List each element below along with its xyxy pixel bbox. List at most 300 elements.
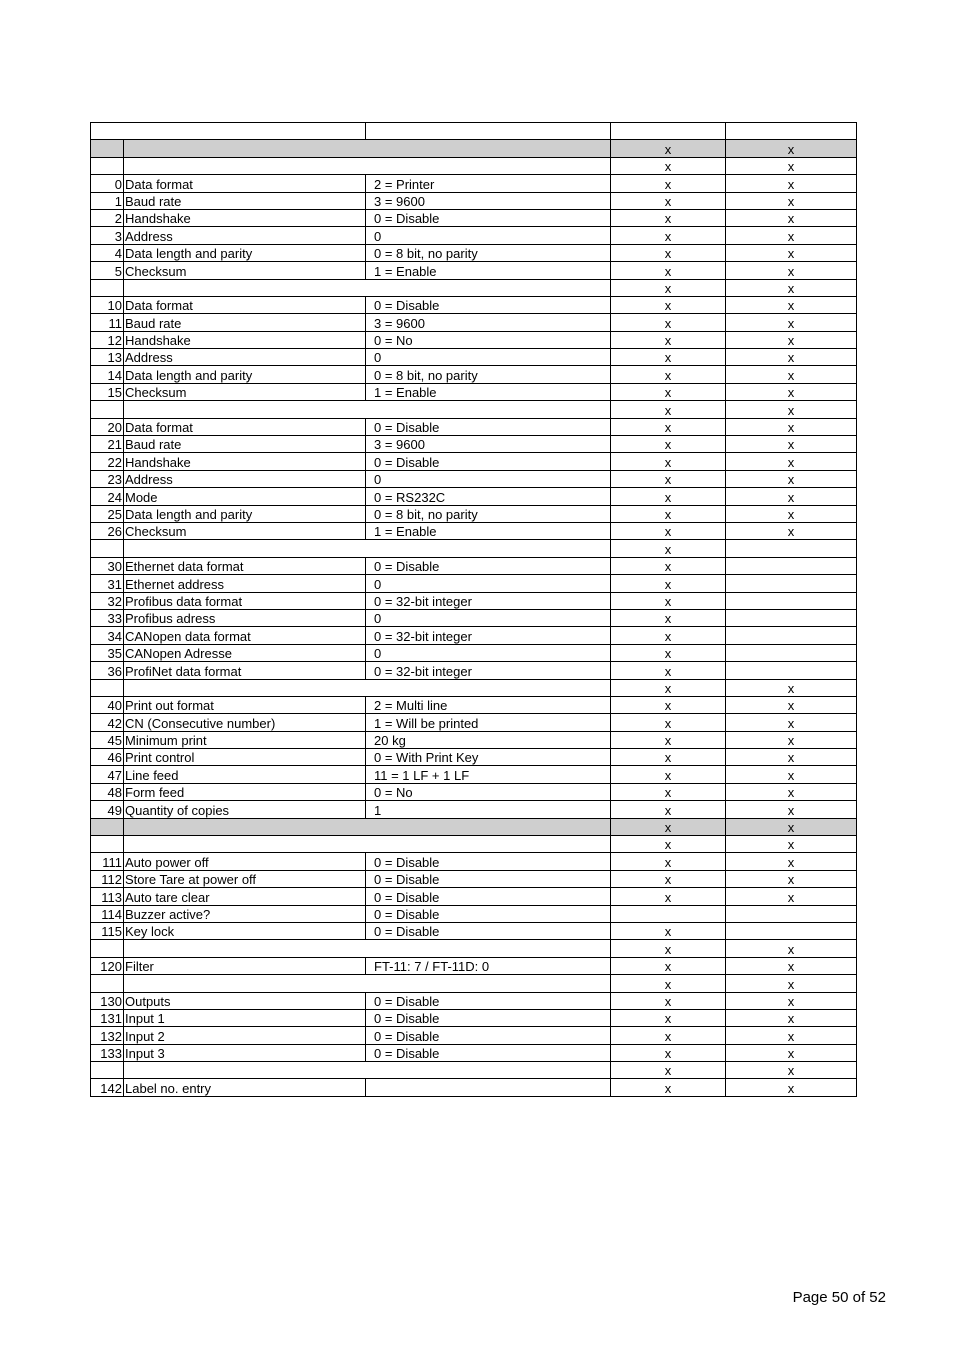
mark-cell-b: x (726, 783, 857, 800)
parameter-value: 3 = 9600 (366, 436, 611, 453)
mark-cell-a: x (611, 575, 726, 592)
mark-cell-a: x (611, 522, 726, 539)
mark-cell-b: x (726, 1044, 857, 1061)
mark-cell-b: x (726, 470, 857, 487)
mark-cell-b: x (726, 279, 857, 296)
group-title (124, 157, 611, 174)
group-row (91, 836, 857, 853)
settings-table (90, 122, 857, 1097)
mark-cell-a: x (611, 175, 726, 192)
group-row (91, 1062, 857, 1079)
parameter-name: Data format (124, 418, 366, 435)
parameter-number: 132 (91, 1027, 124, 1044)
parameter-number: 1 (91, 192, 124, 209)
mark-cell-a: x (611, 992, 726, 1009)
mark-cell-b (726, 644, 857, 661)
parameter-value: FT-11: 7 / FT-11D: 0 (366, 957, 611, 974)
mark-cell-a: x (611, 696, 726, 713)
mark-cell-a: x (611, 836, 726, 853)
mark-cell-a: x (611, 453, 726, 470)
group-row (91, 401, 857, 418)
mark-cell-b (726, 540, 857, 557)
mark-cell-a: x (611, 262, 726, 279)
parameter-number: 131 (91, 1009, 124, 1026)
parameter-name: Input 2 (124, 1027, 366, 1044)
parameter-name: Address (124, 227, 366, 244)
table-row (91, 349, 857, 366)
parameter-number: 46 (91, 749, 124, 766)
mark-cell-b: x (726, 870, 857, 887)
parameter-name: Checksum (124, 522, 366, 539)
parameter-number: 40 (91, 696, 124, 713)
parameter-name: Checksum (124, 262, 366, 279)
group-row (91, 279, 857, 296)
parameter-number: 26 (91, 522, 124, 539)
parameter-value: 0 = Disable (366, 557, 611, 574)
parameter-number: 42 (91, 714, 124, 731)
mark-cell-b (726, 575, 857, 592)
row-number (91, 975, 124, 992)
mark-cell-b: x (726, 244, 857, 261)
table-row (91, 522, 857, 539)
table-row (91, 192, 857, 209)
mark-cell-a: x (611, 940, 726, 957)
parameter-number: 20 (91, 418, 124, 435)
table-row (91, 175, 857, 192)
table-row (91, 1079, 857, 1096)
table-row (91, 575, 857, 592)
parameter-number: 15 (91, 383, 124, 400)
parameter-number: 21 (91, 436, 124, 453)
parameter-number: 11 (91, 314, 124, 331)
parameter-name: Data length and parity (124, 366, 366, 383)
table-row (91, 627, 857, 644)
mark-cell-a: x (611, 853, 726, 870)
table-row (91, 905, 857, 922)
mark-cell-a: x (611, 766, 726, 783)
parameter-name: Print control (124, 749, 366, 766)
parameter-value: 0 = 8 bit, no parity (366, 366, 611, 383)
mark-cell-b: x (726, 853, 857, 870)
parameter-value: 20 kg (366, 731, 611, 748)
parameter-value: 0 = Disable (366, 905, 611, 922)
mark-cell-b: x (726, 157, 857, 174)
parameter-value: 0 = Disable (366, 209, 611, 226)
mark-cell-a: x (611, 783, 726, 800)
mark-cell-b: x (726, 818, 857, 835)
parameter-value: 0 = Disable (366, 888, 611, 905)
mark-cell-a: x (611, 383, 726, 400)
mark-cell-b (726, 609, 857, 626)
parameter-value: 1 = Enable (366, 522, 611, 539)
mark-cell-a: x (611, 801, 726, 818)
parameter-name: Filter (124, 957, 366, 974)
parameter-number: 47 (91, 766, 124, 783)
mark-cell-a: x (611, 592, 726, 609)
parameter-value: 1 = Will be printed (366, 714, 611, 731)
table-row (91, 766, 857, 783)
mark-cell-a: x (611, 1009, 726, 1026)
parameter-value: 2 = Printer (366, 175, 611, 192)
parameter-value: 0 = Disable (366, 418, 611, 435)
section-row (91, 140, 857, 157)
parameter-value: 0 (366, 470, 611, 487)
parameter-name: Mode (124, 488, 366, 505)
parameter-name: CANopen Adresse (124, 644, 366, 661)
parameter-number: 23 (91, 470, 124, 487)
table-row (91, 714, 857, 731)
mark-cell-a: x (611, 888, 726, 905)
mark-cell-b: x (726, 696, 857, 713)
table-row (91, 418, 857, 435)
mark-cell-b: x (726, 957, 857, 974)
mark-cell-a: x (611, 1027, 726, 1044)
parameter-number: 5 (91, 262, 124, 279)
group-title (124, 540, 611, 557)
group-title (124, 140, 611, 157)
parameter-value: 0 = Disable (366, 1027, 611, 1044)
parameter-value: 0 = No (366, 331, 611, 348)
mark-cell-a: x (611, 731, 726, 748)
parameter-name: Line feed (124, 766, 366, 783)
parameter-number: 10 (91, 296, 124, 313)
table-row (91, 731, 857, 748)
row-number (91, 540, 124, 557)
row-number (91, 818, 124, 835)
parameter-value: 0 = Disable (366, 992, 611, 1009)
mark-cell-b: x (726, 436, 857, 453)
parameter-value: 2 = Multi line (366, 696, 611, 713)
table-row (91, 870, 857, 887)
parameter-number: 133 (91, 1044, 124, 1061)
mark-cell-b (726, 557, 857, 574)
mark-cell-b: x (726, 1079, 857, 1096)
table-row (91, 749, 857, 766)
parameter-name: Form feed (124, 783, 366, 800)
parameter-number: 35 (91, 644, 124, 661)
mark-cell-a: x (611, 401, 726, 418)
group-title (124, 401, 611, 418)
parameter-value: 0 (366, 349, 611, 366)
parameter-name: Address (124, 349, 366, 366)
mark-cell-a: x (611, 749, 726, 766)
parameter-value: 0 = With Print Key (366, 749, 611, 766)
group-row (91, 679, 857, 696)
group-row (91, 540, 857, 557)
parameter-number: 49 (91, 801, 124, 818)
table-row (91, 436, 857, 453)
parameter-number: 114 (91, 905, 124, 922)
group-title (124, 818, 611, 835)
parameter-value: 0 = Disable (366, 453, 611, 470)
parameter-number: 24 (91, 488, 124, 505)
row-number (91, 279, 124, 296)
parameter-value: 1 = Enable (366, 383, 611, 400)
table-row (91, 453, 857, 470)
mark-cell-b: x (726, 975, 857, 992)
table-row (91, 244, 857, 261)
mark-cell-b: x (726, 766, 857, 783)
parameter-number: 0 (91, 175, 124, 192)
parameter-name: Handshake (124, 453, 366, 470)
table-row (91, 505, 857, 522)
parameter-name: Ethernet data format (124, 557, 366, 574)
row-number (91, 140, 124, 157)
table-row (91, 488, 857, 505)
parameter-number: 30 (91, 557, 124, 574)
mark-cell-b (726, 592, 857, 609)
parameter-value: 0 = 8 bit, no parity (366, 244, 611, 261)
mark-cell-a: x (611, 662, 726, 679)
mark-cell-a: x (611, 679, 726, 696)
table-row (91, 331, 857, 348)
parameter-name: Ethernet address (124, 575, 366, 592)
mark-cell-b: x (726, 488, 857, 505)
parameter-number: 33 (91, 609, 124, 626)
header-cell-value (366, 123, 611, 140)
table-row (91, 314, 857, 331)
mark-cell-b: x (726, 1009, 857, 1026)
parameter-name: Profibus adress (124, 609, 366, 626)
mark-cell-a: x (611, 418, 726, 435)
table-row (91, 557, 857, 574)
group-row (91, 940, 857, 957)
parameter-value: 0 = 32-bit integer (366, 627, 611, 644)
parameter-value: 3 = 9600 (366, 314, 611, 331)
page-number: Page 50 of 52 (792, 1289, 886, 1306)
parameter-number: 13 (91, 349, 124, 366)
parameter-number: 34 (91, 627, 124, 644)
parameter-name: Baud rate (124, 314, 366, 331)
mark-cell-b: x (726, 192, 857, 209)
mark-cell-a: x (611, 975, 726, 992)
table-row (91, 227, 857, 244)
table-row (91, 662, 857, 679)
mark-cell-b: x (726, 227, 857, 244)
parameter-number: 22 (91, 453, 124, 470)
parameter-value: 0 = Disable (366, 1044, 611, 1061)
mark-cell-b: x (726, 992, 857, 1009)
table-row (91, 644, 857, 661)
mark-cell-a: x (611, 470, 726, 487)
mark-cell-a: x (611, 192, 726, 209)
parameter-value: 0 = 8 bit, no parity (366, 505, 611, 522)
mark-cell-b: x (726, 836, 857, 853)
parameter-value: 0 (366, 609, 611, 626)
mark-cell-b: x (726, 140, 857, 157)
table-row (91, 922, 857, 939)
table-row (91, 470, 857, 487)
parameter-name: Key lock (124, 922, 366, 939)
parameter-name: Print out format (124, 696, 366, 713)
parameter-name: Label no. entry (124, 1079, 366, 1096)
mark-cell-b: x (726, 383, 857, 400)
group-title (124, 940, 611, 957)
mark-cell-a: x (611, 714, 726, 731)
mark-cell-a: x (611, 209, 726, 226)
mark-cell-a: x (611, 609, 726, 626)
mark-cell-b: x (726, 209, 857, 226)
mark-cell-b: x (726, 505, 857, 522)
parameter-number: 2 (91, 209, 124, 226)
parameter-number: 36 (91, 662, 124, 679)
mark-cell-a: x (611, 870, 726, 887)
mark-cell-b: x (726, 366, 857, 383)
table-row (91, 262, 857, 279)
group-title (124, 279, 611, 296)
parameter-name: Data length and parity (124, 505, 366, 522)
group-row (91, 975, 857, 992)
mark-cell-a: x (611, 922, 726, 939)
parameter-number: 48 (91, 783, 124, 800)
parameter-value: 0 = 32-bit integer (366, 662, 611, 679)
mark-cell-b: x (726, 801, 857, 818)
parameter-value: 3 = 9600 (366, 192, 611, 209)
parameter-name: Outputs (124, 992, 366, 1009)
parameter-name: Input 3 (124, 1044, 366, 1061)
mark-cell-a: x (611, 244, 726, 261)
table-row (91, 366, 857, 383)
row-number (91, 157, 124, 174)
mark-cell-a: x (611, 957, 726, 974)
parameter-name: Baud rate (124, 436, 366, 453)
parameter-number: 111 (91, 853, 124, 870)
mark-cell-a: x (611, 349, 726, 366)
settings-table-body (91, 123, 857, 1097)
mark-cell-b: x (726, 453, 857, 470)
parameter-number: 32 (91, 592, 124, 609)
group-title (124, 1062, 611, 1079)
table-row (91, 609, 857, 626)
parameter-name: Quantity of copies (124, 801, 366, 818)
table-row (91, 992, 857, 1009)
mark-cell-b: x (726, 331, 857, 348)
mark-cell-a: x (611, 540, 726, 557)
row-number (91, 836, 124, 853)
parameter-value: 0 = Disable (366, 870, 611, 887)
parameter-value: 0 = Disable (366, 1009, 611, 1026)
parameter-number: 45 (91, 731, 124, 748)
table-row (91, 696, 857, 713)
mark-cell-b (726, 662, 857, 679)
parameter-value: 0 = Disable (366, 853, 611, 870)
table-row (91, 1044, 857, 1061)
header-cell-b (726, 123, 857, 140)
parameter-name: ProfiNet data format (124, 662, 366, 679)
mark-cell-b: x (726, 1062, 857, 1079)
parameter-name: Buzzer active? (124, 905, 366, 922)
parameter-number: 14 (91, 366, 124, 383)
parameter-name: Data format (124, 296, 366, 313)
parameter-name: Auto power off (124, 853, 366, 870)
parameter-number: 113 (91, 888, 124, 905)
parameter-value: 0 = Disable (366, 922, 611, 939)
mark-cell-a: x (611, 505, 726, 522)
table-row (91, 957, 857, 974)
parameter-value: 0 = No (366, 783, 611, 800)
table-row (91, 783, 857, 800)
mark-cell-a: x (611, 488, 726, 505)
mark-cell-a: x (611, 436, 726, 453)
table-row (91, 1027, 857, 1044)
section-row (91, 818, 857, 835)
parameter-name: Minimum print (124, 731, 366, 748)
group-title (124, 679, 611, 696)
mark-cell-a: x (611, 644, 726, 661)
mark-cell-a: x (611, 296, 726, 313)
mark-cell-a: x (611, 1062, 726, 1079)
mark-cell-a: x (611, 140, 726, 157)
parameter-number: 31 (91, 575, 124, 592)
mark-cell-a: x (611, 1044, 726, 1061)
parameter-value: 0 = Disable (366, 296, 611, 313)
parameter-name: Data format (124, 175, 366, 192)
mark-cell-a: x (611, 627, 726, 644)
mark-cell-a: x (611, 157, 726, 174)
parameter-value: 1 (366, 801, 611, 818)
header-cell-name (91, 123, 366, 140)
table-row (91, 888, 857, 905)
table-header-row (91, 123, 857, 140)
row-number (91, 940, 124, 957)
mark-cell-b: x (726, 349, 857, 366)
parameter-name: Store Tare at power off (124, 870, 366, 887)
parameter-value: 0 = RS232C (366, 488, 611, 505)
mark-cell-b (726, 922, 857, 939)
parameter-name: Input 1 (124, 1009, 366, 1026)
mark-cell-a: x (611, 331, 726, 348)
mark-cell-b: x (726, 401, 857, 418)
parameter-number: 120 (91, 957, 124, 974)
parameter-name: CANopen data format (124, 627, 366, 644)
parameter-number: 25 (91, 505, 124, 522)
parameter-number: 3 (91, 227, 124, 244)
table-row (91, 801, 857, 818)
mark-cell-b: x (726, 296, 857, 313)
mark-cell-a: x (611, 1079, 726, 1096)
mark-cell-b (726, 905, 857, 922)
mark-cell-b: x (726, 731, 857, 748)
parameter-name: Data length and parity (124, 244, 366, 261)
parameter-number: 12 (91, 331, 124, 348)
parameter-name: Checksum (124, 383, 366, 400)
row-number (91, 1062, 124, 1079)
parameter-number: 142 (91, 1079, 124, 1096)
parameter-value: 11 = 1 LF + 1 LF (366, 766, 611, 783)
header-cell-a (611, 123, 726, 140)
mark-cell-b (726, 627, 857, 644)
mark-cell-a: x (611, 818, 726, 835)
parameter-value: 1 = Enable (366, 262, 611, 279)
parameter-name: Profibus data format (124, 592, 366, 609)
group-row (91, 157, 857, 174)
parameter-number: 4 (91, 244, 124, 261)
mark-cell-b: x (726, 1027, 857, 1044)
table-row (91, 1009, 857, 1026)
parameter-value (366, 1079, 611, 1096)
parameter-name: Auto tare clear (124, 888, 366, 905)
mark-cell-a: x (611, 366, 726, 383)
mark-cell-a (611, 905, 726, 922)
mark-cell-a: x (611, 279, 726, 296)
parameter-name: Baud rate (124, 192, 366, 209)
parameter-name: Handshake (124, 209, 366, 226)
table-row (91, 209, 857, 226)
table-row (91, 296, 857, 313)
row-number (91, 401, 124, 418)
mark-cell-b: x (726, 749, 857, 766)
mark-cell-b: x (726, 714, 857, 731)
